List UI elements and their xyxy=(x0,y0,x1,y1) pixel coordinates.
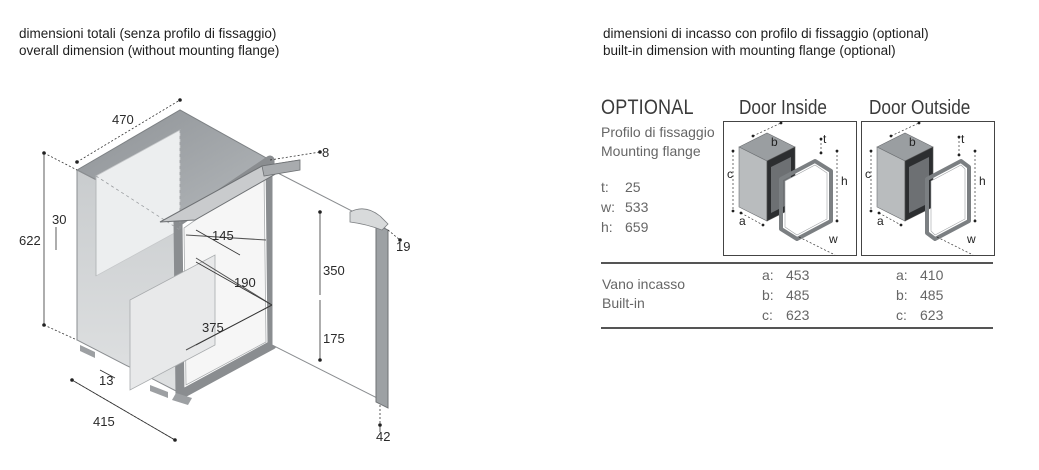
right-header-line1: dimensioni di incasso con profilo di fissaggio (optional) xyxy=(603,26,929,41)
dim-flange: 8 xyxy=(322,145,330,160)
spec-row: w: 533 xyxy=(601,199,649,215)
door-outside-diagram xyxy=(861,121,995,256)
value-row: a: 453 xyxy=(762,267,810,283)
builtin-label xyxy=(602,275,685,313)
dim-upper-height: 350 xyxy=(323,263,345,278)
value-row: a: 410 xyxy=(896,267,944,283)
dim-height: 622 xyxy=(19,233,41,248)
table-top-rule xyxy=(601,262,993,264)
dim-top-offset: 30 xyxy=(52,212,67,227)
svg-text:t: t xyxy=(961,132,965,146)
svg-text:w: w xyxy=(829,232,838,246)
door-panel xyxy=(272,170,385,402)
left-header-line2: overall dimension (without mounting flange) xyxy=(19,43,280,58)
svg-text:h: h xyxy=(979,174,986,188)
value-row: c: 623 xyxy=(896,307,944,323)
builtin-outside-values xyxy=(896,265,943,325)
dim-door-bottom: 42 xyxy=(376,429,391,444)
svg-text:h: h xyxy=(841,174,848,188)
svg-text:b: b xyxy=(771,135,778,149)
builtin-label-en: Built-in xyxy=(602,295,645,311)
door-inside-title: Door Inside xyxy=(739,97,827,119)
door-outside-title: Door Outside xyxy=(869,97,971,119)
svg-text:a: a xyxy=(877,214,884,228)
dim-lower-height: 175 xyxy=(323,331,345,346)
optional-title: OPTIONAL xyxy=(601,96,694,119)
spec-row: t: 25 xyxy=(601,179,641,195)
right-header-line2: built-in dimension with mounting flange (optional) xyxy=(603,43,896,58)
table-bottom-rule xyxy=(601,327,993,329)
dim-depth: 415 xyxy=(93,414,115,429)
builtin-inside-values xyxy=(762,265,809,325)
dim-width: 470 xyxy=(112,112,134,127)
optional-subtitle-it: Profilo di fissaggio xyxy=(601,124,715,140)
svg-text:b: b xyxy=(909,135,916,149)
builtin-label-it: Vano incasso xyxy=(602,276,686,292)
value-row: b: 485 xyxy=(762,287,810,303)
left-header-line1: dimensioni totali (senza profilo di fissaggio) xyxy=(19,26,277,41)
value-row: b: 485 xyxy=(896,287,944,303)
optional-subtitle xyxy=(601,123,715,161)
value-row: c: 623 xyxy=(762,307,810,323)
dim-door-thick: 19 xyxy=(396,239,411,254)
svg-text:c: c xyxy=(727,167,733,181)
svg-text:c: c xyxy=(865,167,871,181)
spec-row: h: 659 xyxy=(601,219,649,235)
optional-specs xyxy=(601,177,648,237)
dim-foot: 13 xyxy=(99,373,114,388)
right-header xyxy=(603,25,929,59)
dim-shelf-depth: 145 xyxy=(212,228,234,243)
door-inside-diagram xyxy=(723,121,857,256)
dim-lower-width: 375 xyxy=(202,320,224,335)
dim-shelf-width: 190 xyxy=(234,275,256,290)
svg-text:t: t xyxy=(823,132,827,146)
svg-text:w: w xyxy=(967,232,976,246)
optional-subtitle-en: Mounting flange xyxy=(601,143,701,159)
svg-text:a: a xyxy=(739,214,746,228)
